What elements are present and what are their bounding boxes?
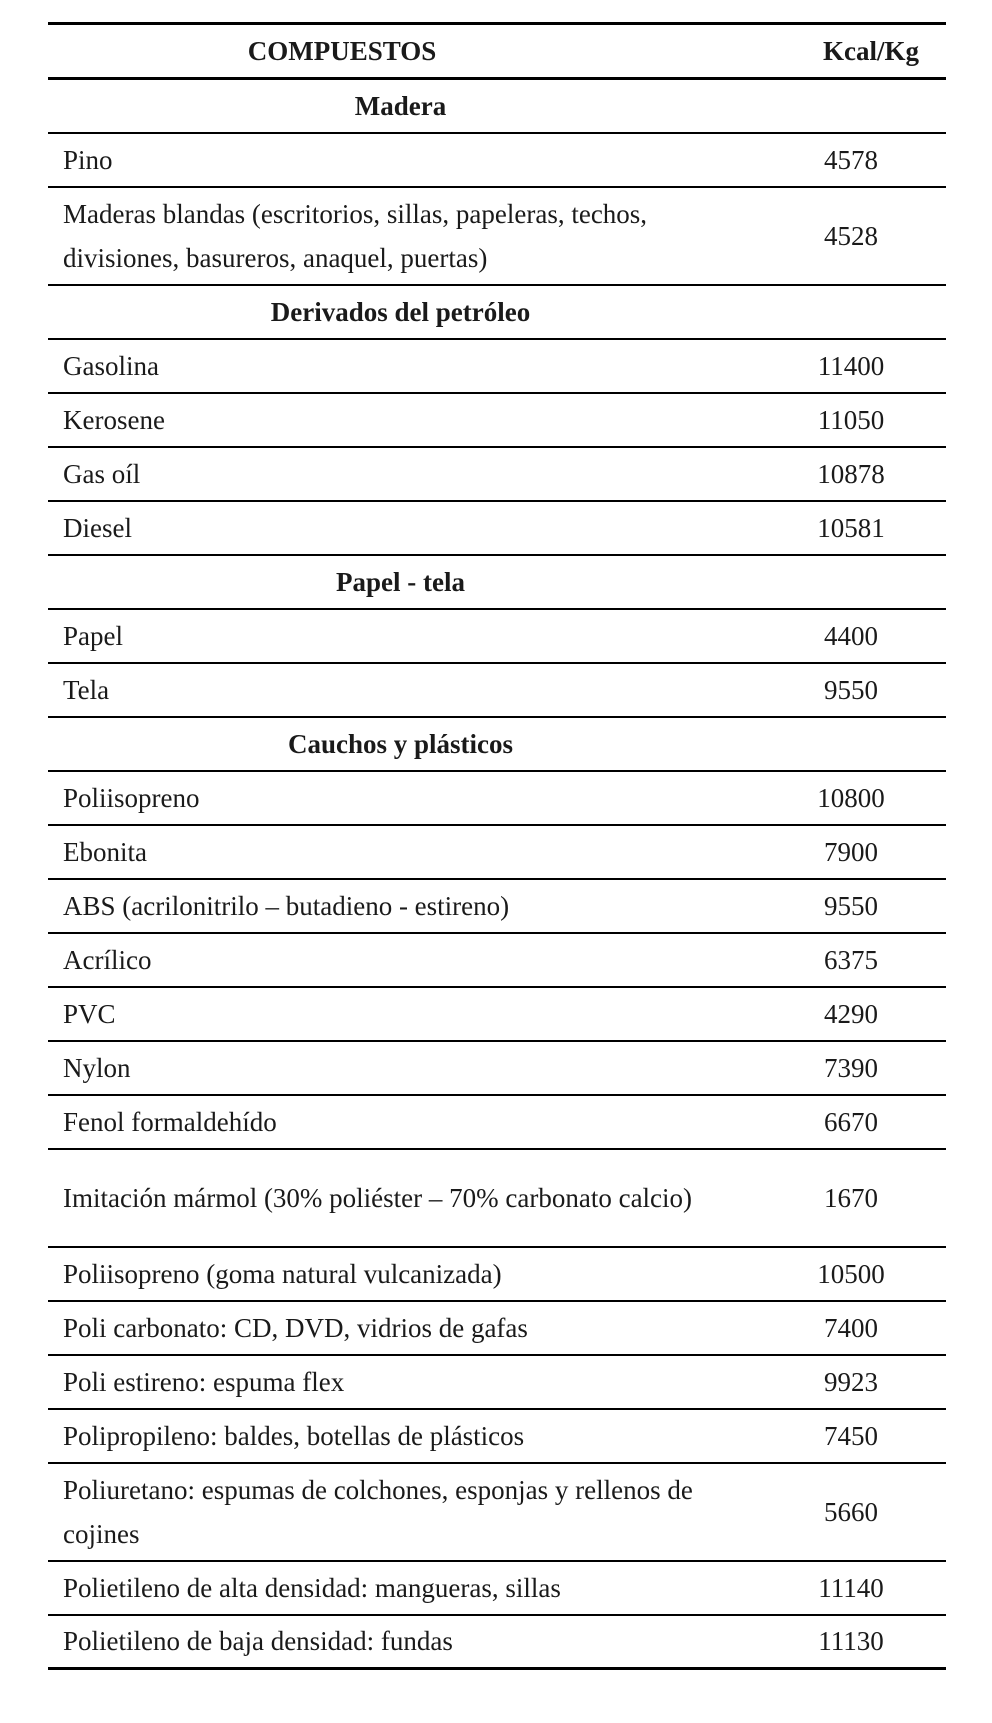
table-row [48,1302,946,1356]
kcal-value: 5660 [824,1497,878,1527]
table-row [48,1356,946,1410]
table-row [48,664,946,718]
table-row [48,1562,946,1616]
kcal-value: 11400 [817,350,885,381]
section-row [48,286,946,340]
kcal-value: 6670 [824,1106,878,1137]
compound-name: ABS (acrilonitrilo – butadieno - estireno) [63,890,510,921]
compound-name: Poliisopreno [63,782,200,813]
compound-name: Poli carbonato: CD, DVD, vidrios de gafas [63,1312,528,1343]
table-row [48,1410,946,1464]
table-body [48,80,946,1670]
table-row [48,988,946,1042]
compound-name: Fenol formaldehído [63,1106,277,1137]
table-row [48,880,946,934]
table-row [48,502,946,556]
table-header [48,22,946,80]
table-row [48,188,946,286]
table-row [48,394,946,448]
table-row [48,1616,946,1670]
kcal-value: 10500 [817,1258,885,1289]
compound-name: Poli estireno: espuma flex [63,1366,345,1397]
table-row [48,1248,946,1302]
section-row [48,718,946,772]
compound-name: Papel [63,620,123,651]
table-row [48,134,946,188]
table-row [48,340,946,394]
section-row [48,556,946,610]
kcal-value: 11140 [818,1572,884,1603]
compound-name: Ebonita [63,836,147,867]
kcal-value: 9550 [824,674,878,705]
section-row [48,80,946,134]
header-kcal-kg: Kcal/Kg [823,35,919,66]
table-row [48,1150,946,1248]
table-row [48,826,946,880]
table-row [48,1096,946,1150]
section-title: Cauchos y plásticos [287,728,514,759]
calorific-value-table [48,22,946,1670]
kcal-value: 10800 [817,782,885,813]
compound-name: Poliuretano: espumas de colchones, esponjas y rellenos de cojines [63,1475,693,1549]
section-title: Madera [354,90,447,121]
compound-name: Tela [63,674,110,705]
table-row [48,772,946,826]
kcal-value: 4400 [824,620,878,651]
kcal-value: 1670 [824,1183,878,1213]
kcal-value: 9923 [824,1366,878,1397]
header-compuestos: COMPUESTOS [247,35,437,66]
kcal-value: 10581 [817,512,885,543]
kcal-value: 11050 [817,404,885,435]
kcal-value: 4528 [824,221,878,251]
compound-name: Polipropileno: baldes, botellas de plásticos [63,1420,525,1451]
kcal-value: 11130 [818,1626,884,1656]
kcal-value: 4578 [824,144,878,175]
table-row [48,1464,946,1562]
compound-name: Diesel [63,512,132,543]
compound-name: Polietileno de baja densidad: fundas [63,1626,453,1656]
table-row [48,448,946,502]
compound-name: Acrílico [63,944,152,975]
kcal-value: 7450 [824,1420,878,1451]
compound-name: Imitación mármol (30% poliéster – 70% carbonato calcio) [63,1183,693,1213]
compound-name: Poliisopreno (goma natural vulcanizada) [63,1258,502,1289]
compound-name: Maderas blandas (escritorios, sillas, papeleras, techos, divisiones, basureros, anaquel, puertas) [63,199,648,273]
kcal-value: 4290 [824,998,878,1029]
kcal-value: 7390 [824,1052,878,1083]
compound-name: Gas oíl [63,458,141,489]
table-row [48,934,946,988]
compound-name: Kerosene [63,404,165,435]
compound-name: Pino [63,144,113,175]
section-title: Derivados del petróleo [270,296,531,327]
section-title: Papel - tela [336,566,465,597]
compound-name: Gasolina [63,350,159,381]
compound-name: Nylon [63,1052,131,1083]
compound-name: Polietileno de alta densidad: mangueras, sillas [63,1572,561,1603]
kcal-value: 7400 [824,1312,878,1343]
table-row [48,610,946,664]
kcal-value: 10878 [817,458,885,489]
kcal-value: 9550 [824,890,878,921]
kcal-value: 6375 [824,944,878,975]
table-row [48,1042,946,1096]
compound-name: PVC [63,998,116,1029]
kcal-value: 7900 [824,836,878,867]
